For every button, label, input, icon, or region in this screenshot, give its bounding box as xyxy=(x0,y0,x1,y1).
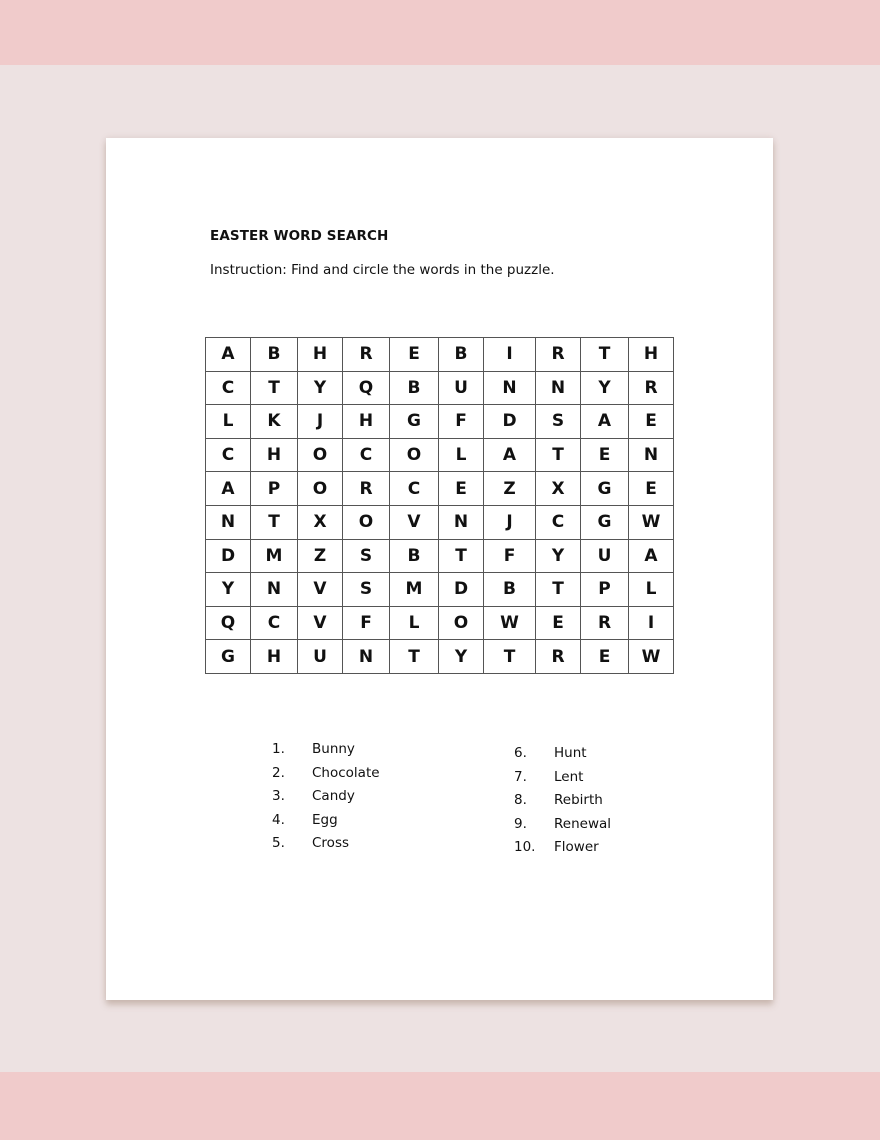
word-label: Flower xyxy=(554,839,599,855)
grid-cell[interactable]: N xyxy=(343,640,390,674)
grid-cell[interactable]: T xyxy=(251,371,298,405)
grid-cell[interactable]: E xyxy=(536,606,581,640)
bottom-band xyxy=(0,1072,880,1140)
grid-cell[interactable]: N xyxy=(629,438,674,472)
word-search-grid xyxy=(205,337,674,674)
grid-cell[interactable]: B xyxy=(484,573,536,607)
grid-cell[interactable]: J xyxy=(298,405,343,439)
grid-row xyxy=(206,438,674,472)
grid-cell[interactable]: T xyxy=(536,573,581,607)
grid-cell[interactable]: A xyxy=(484,438,536,472)
grid-cell[interactable]: E xyxy=(390,338,439,372)
grid-cell[interactable]: B xyxy=(439,338,484,372)
grid-cell[interactable]: T xyxy=(251,505,298,539)
grid-cell[interactable]: Z xyxy=(298,539,343,573)
word-label: Cross xyxy=(312,835,350,851)
word-number: 7. xyxy=(514,768,527,785)
grid-cell[interactable]: T xyxy=(581,338,629,372)
grid-cell[interactable]: G xyxy=(581,505,629,539)
grid-cell[interactable]: Q xyxy=(206,606,251,640)
grid-cell[interactable]: E xyxy=(629,405,674,439)
grid-cell[interactable]: L xyxy=(629,573,674,607)
grid-cell[interactable]: N xyxy=(484,371,536,405)
grid-cell[interactable]: R xyxy=(536,338,581,372)
grid-cell[interactable]: H xyxy=(343,405,390,439)
grid-cell[interactable]: V xyxy=(298,573,343,607)
word-label: Candy xyxy=(312,788,355,804)
grid-cell[interactable]: H xyxy=(629,338,674,372)
grid-row xyxy=(206,606,674,640)
grid-cell[interactable]: Z xyxy=(484,472,536,506)
grid-cell[interactable]: P xyxy=(251,472,298,506)
grid-cell[interactable]: W xyxy=(484,606,536,640)
worksheet-page xyxy=(106,138,773,1000)
grid-cell[interactable]: E xyxy=(629,472,674,506)
grid-cell[interactable]: D xyxy=(206,539,251,573)
grid-cell[interactable]: E xyxy=(439,472,484,506)
grid-cell[interactable]: J xyxy=(484,505,536,539)
word-number: 8. xyxy=(514,792,527,808)
grid-cell[interactable]: O xyxy=(298,472,343,506)
grid-cell[interactable]: F xyxy=(439,405,484,439)
grid-cell[interactable]: Y xyxy=(439,640,484,674)
grid-cell[interactable]: G xyxy=(390,405,439,439)
grid-cell[interactable]: O xyxy=(298,438,343,472)
grid-cell[interactable]: L xyxy=(439,438,484,472)
grid-cell[interactable]: G xyxy=(206,640,251,674)
grid-cell[interactable]: U xyxy=(298,640,343,674)
grid-cell[interactable]: Y xyxy=(298,371,343,405)
grid-cell[interactable]: V xyxy=(298,606,343,640)
word-label: Bunny xyxy=(312,741,355,757)
grid-cell[interactable]: U xyxy=(439,371,484,405)
grid-cell[interactable]: T xyxy=(390,640,439,674)
word-label: Hunt xyxy=(554,745,587,761)
grid-cell[interactable]: O xyxy=(343,505,390,539)
grid-cell[interactable]: P xyxy=(581,573,629,607)
grid-row xyxy=(206,338,674,372)
grid-cell[interactable]: H xyxy=(298,338,343,372)
grid-cell[interactable]: D xyxy=(439,573,484,607)
grid-cell[interactable]: R xyxy=(343,338,390,372)
word-number: 10. xyxy=(514,839,536,855)
grid-cell[interactable]: M xyxy=(251,539,298,573)
grid-row xyxy=(206,539,674,573)
word-number: 1. xyxy=(272,741,285,757)
grid-cell[interactable]: L xyxy=(206,405,251,439)
grid-cell[interactable]: B xyxy=(390,371,439,405)
grid-cell[interactable]: K xyxy=(251,405,298,439)
grid-cell[interactable]: F xyxy=(343,606,390,640)
grid-cell[interactable]: R xyxy=(343,472,390,506)
grid-row xyxy=(206,371,674,405)
grid-cell[interactable]: B xyxy=(390,539,439,573)
grid-cell[interactable]: C xyxy=(343,438,390,472)
grid-cell[interactable]: R xyxy=(536,640,581,674)
grid-cell[interactable]: A xyxy=(206,338,251,372)
grid-cell[interactable]: H xyxy=(251,438,298,472)
grid-row xyxy=(206,505,674,539)
word-number: 9. xyxy=(514,815,527,832)
grid-cell[interactable]: S xyxy=(536,405,581,439)
word-label: Rebirth xyxy=(554,792,603,808)
grid-cell[interactable]: O xyxy=(390,438,439,472)
grid-cell[interactable]: U xyxy=(581,539,629,573)
grid-row xyxy=(206,573,674,607)
grid-cell[interactable]: C xyxy=(390,472,439,506)
grid-cell[interactable]: Y xyxy=(581,371,629,405)
grid-cell[interactable]: E xyxy=(581,640,629,674)
grid-cell[interactable]: X xyxy=(536,472,581,506)
grid-cell[interactable]: N xyxy=(251,573,298,607)
grid-cell[interactable]: D xyxy=(484,405,536,439)
word-number: 2. xyxy=(272,764,285,781)
grid-cell[interactable]: B xyxy=(251,338,298,372)
grid-cell[interactable]: R xyxy=(581,606,629,640)
instruction-text: Instruction: Find and circle the words in the puzzle. xyxy=(210,262,555,278)
grid-cell[interactable]: X xyxy=(298,505,343,539)
word-label: Renewal xyxy=(554,815,612,832)
grid-cell[interactable]: Q xyxy=(343,371,390,405)
top-band xyxy=(0,0,880,65)
grid-cell[interactable]: I xyxy=(484,338,536,372)
grid-cell[interactable]: A xyxy=(629,539,674,573)
grid-cell[interactable]: C xyxy=(536,505,581,539)
grid-cell[interactable]: V xyxy=(390,505,439,539)
grid-row xyxy=(206,405,674,439)
grid-cell[interactable]: W xyxy=(629,640,674,674)
grid-cell[interactable]: N xyxy=(536,371,581,405)
grid-cell[interactable]: O xyxy=(439,606,484,640)
grid-cell[interactable]: C xyxy=(206,438,251,472)
word-label: Chocolate xyxy=(312,764,380,781)
grid-cell[interactable]: R xyxy=(629,371,674,405)
grid-cell[interactable]: F xyxy=(484,539,536,573)
grid-cell[interactable]: C xyxy=(206,371,251,405)
grid-cell[interactable]: C xyxy=(251,606,298,640)
grid-cell[interactable]: I xyxy=(629,606,674,640)
word-label: Lent xyxy=(554,768,584,785)
grid-cell[interactable]: N xyxy=(206,505,251,539)
grid-cell[interactable]: A xyxy=(206,472,251,506)
word-label: Egg xyxy=(312,811,338,828)
grid-cell[interactable]: A xyxy=(581,405,629,439)
grid-cell[interactable]: Y xyxy=(536,539,581,573)
grid-cell[interactable]: N xyxy=(439,505,484,539)
grid-cell[interactable]: T xyxy=(439,539,484,573)
grid-cell[interactable]: T xyxy=(484,640,536,674)
word-number: 4. xyxy=(272,811,285,828)
grid-cell[interactable]: G xyxy=(581,472,629,506)
grid-cell[interactable]: T xyxy=(536,438,581,472)
grid-row xyxy=(206,640,674,674)
grid-cell[interactable]: E xyxy=(581,438,629,472)
word-number: 3. xyxy=(272,788,285,804)
word-number: 5. xyxy=(272,835,285,851)
grid-cell[interactable]: W xyxy=(629,505,674,539)
grid-cell[interactable]: S xyxy=(343,539,390,573)
word-number: 6. xyxy=(514,745,527,761)
grid-cell[interactable]: H xyxy=(251,640,298,674)
grid-cell[interactable]: Y xyxy=(206,573,251,607)
grid-row xyxy=(206,472,674,506)
grid-cell[interactable]: M xyxy=(390,573,439,607)
grid-cell[interactable]: S xyxy=(343,573,390,607)
grid-cell[interactable]: L xyxy=(390,606,439,640)
page-title: EASTER WORD SEARCH xyxy=(210,228,389,244)
